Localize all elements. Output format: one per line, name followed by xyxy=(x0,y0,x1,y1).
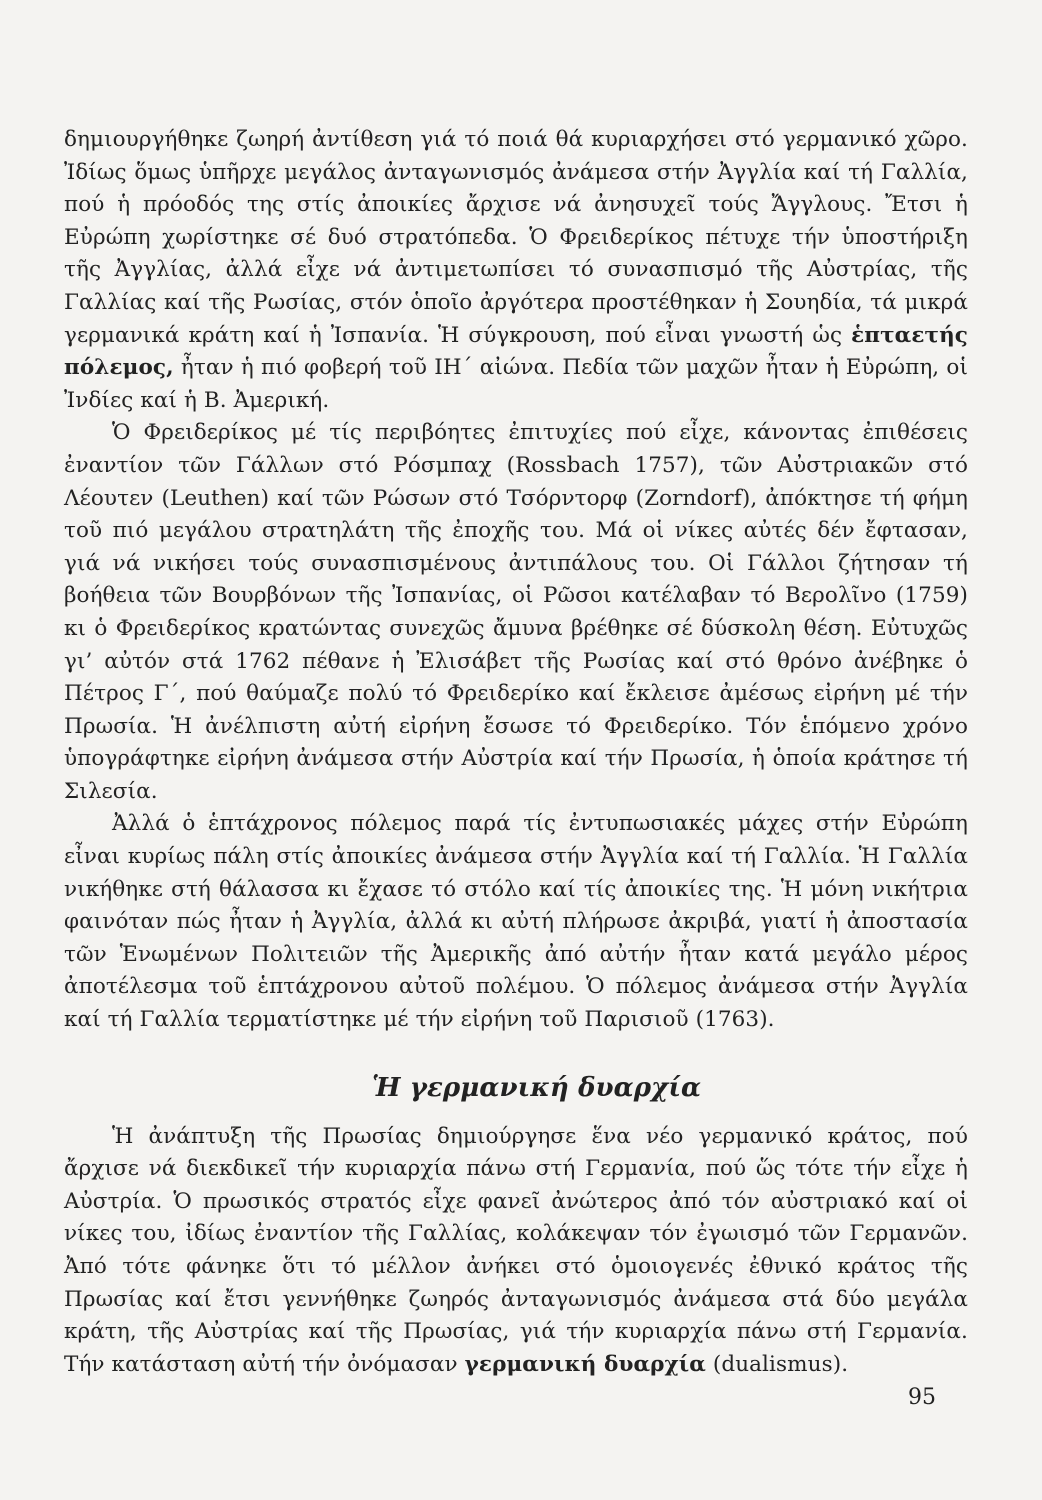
paragraph-german-dualism xyxy=(64,1121,968,1382)
page-number: 95 xyxy=(908,1385,936,1410)
paragraph-colonial-war: Ἀλλά ὁ ἑπτάχρονος πόλεμος παρά τίς ἐντυπωσιακές μάχες στήν Εὐρώπη εἶναι κυρίως πάλη στίς ἀποικίες ἀνάμεσα στήν Ἀγγλία καί τή Γαλλία. Ἡ Γαλλία νικήθηκε στή θάλασσα κι ἔχασε τό στόλο καί τίς ἀποικίες της. Ἡ μόνη νικήτρια φαινόταν πώς ἦταν ἡ Ἀγγλία, ἀλλά κι αὐτή πλήρωσε ἀκριβά, γιατί ἡ ἀποστασία τῶν Ἑνωμένων Πολιτειῶν τῆς Ἀμερικῆς ἀπό αὐτήν ἦταν κατά μεγάλο μέρος ἀποτέλεσμα τοῦ ἑπτάχρονου αὐτοῦ πολέμου. Ὁ πόλεμος ἀνάμεσα στήν Ἀγγλία καί τή Γαλλία τερματίστηκε μέ τήν εἰρήνη τοῦ Παρισιοῦ (1763). xyxy=(64,811,968,1033)
paragraph-text: (dualismus). xyxy=(712,1351,849,1377)
document-body xyxy=(64,124,968,1381)
paragraph-continuation xyxy=(64,124,968,417)
paragraph-frederick-victories: Ὁ Φρειδερίκος μέ τίς περιβόητες ἐπιτυχίες πού εἶχε, κάνοντας ἐπιθέσεις ἐναντίον τῶν Γάλλων στό Ρόσμπαχ (Rossbach 1757), τῶν Αὐστριακῶν στό Λέουτεν (Leuthen) καί τῶν Ρώσων στό Τσόρντορφ (Zorndorf), ἀπόκτησε τή φήμη τοῦ πιό μεγάλου στρατηλάτη τῆς ἐποχῆς του. Μά οἱ νίκες αὐτές δέν ἔφτασαν, γιά νά νικήσει τούς συνασπισμένους ἀντιπάλους του. Οἱ Γάλλοι ζήτησαν τή βοήθεια τῶν Βουρβόνων τῆς Ἰσπανίας, οἱ Ρῶσοι κατέλαβαν τό Βερολῖνο (1759) κι ὁ Φρειδερίκος κρατώντας συνεχῶς ἄμυνα βρέθηκε σέ δύσκολη θέση. Εὐτυχῶς γι’ αὐτόν στά 1762 πέθανε ἡ Ἐλισάβετ τῆς Ρωσίας καί στό θρόνο ἀνέβηκε ὁ Πέτρος Γ΄, πού θαύμαζε πολύ τό Φρειδερίκο καί ἔκλεισε ἀμέσως εἰρήνη μέ τήν Πρωσία. Ἡ ἀνέλπιστη αὐτή εἰρήνη ἔσωσε τό Φρειδερίκο. Τόν ἑπόμενο χρόνο ὑπογράφτηκε εἰρήνη ἀνάμεσα στήν Αὐστρία καί τήν Πρωσία, ἡ ὁποία κράτησε τή Σιλεσία. xyxy=(64,420,968,804)
paragraph-text: ἦταν ἡ πιό φοβερή τοῦ ΙΗ΄ αἰώνα. Πεδία τῶν μαχῶν ἦταν ἡ Εὐρώπη, οἱ Ἰνδίες καί ἡ Β. Ἀμερική. xyxy=(64,355,968,413)
section-heading: Ἡ γερμανική δυαρχία xyxy=(372,1072,702,1103)
bold-term-seven-years-war: ἑπταετής πόλεμος, xyxy=(64,322,968,381)
paragraph-text: Ἡ ἀνάπτυξη τῆς Πρωσίας δημιούργησε ἕνα νέο γερμανικό κράτος, πού ἄρχισε νά διεκδικεῖ τήν κυριαρχία πάνω στή Γερμανία, πού ὥς τότε τήν εἶχε ἡ Αὐστρία. Ὁ πρωσικός στρατός εἶχε φανεῖ ἀνώτερος ἀπό τόν αὐστριακό καί οἱ νίκες του, ἰδίως ἐναντίον τῆς Γαλλίας, κολάκεψαν τόν ἐγωισμό τῶν Γερμανῶν. Ἀπό τότε φάνηκε ὅτι τό μέλλον ἀνήκει στό ὁμοιογενές ἐθνικό κράτος τῆς Πρωσίας καί ἔτσι γεννήθηκε ζωηρός ἀνταγωνισμός ἀνάμεσα στά δύο μεγάλα κράτη, τῆς Αὐστρίας καί τῆς Πρωσίας, γιά τήν κυριαρχία πάνω στή Γερμανία. Τήν κατάσταση αὐτή τήν ὀνόμασαν xyxy=(64,1123,968,1377)
bold-term-german-dualism: γερμανική δυαρχία xyxy=(464,1351,706,1377)
paragraph-text: δημιουργήθηκε ζωηρή ἀντίθεση γιά τό ποιά θά κυριαρχήσει στό γερμανικό χῶρο. Ἰδίως ὅμως ὑπῆρχε μεγάλος ἀνταγωνισμός ἀνάμεσα στήν Ἀγγλία καί τή Γαλλία, πού ἡ πρόοδός της στίς ἀποικίες ἄρχισε νά ἀνησυχεῖ τούς Ἄγγλους. Ἔτσι ἡ Εὐρώπη χωρίστηκε σέ δυό στρατόπεδα. Ὁ Φρειδερίκος πέτυχε τήν ὑποστήριξη τῆς Ἀγγλίας, ἀλλά εἶχε νά ἀντιμετωπίσει τό συνασπισμό τῆς Αὐστρίας, τῆς Γαλλίας καί τῆς Ρωσίας, στόν ὁποῖο ἀργότερα προστέθηκαν ἡ Σουηδία, τά μικρά γερμανικά κράτη καί ἡ Ἰσπανία. Ἡ σύγκρουση, πού εἶναι γνωστή ὡς xyxy=(64,127,968,348)
